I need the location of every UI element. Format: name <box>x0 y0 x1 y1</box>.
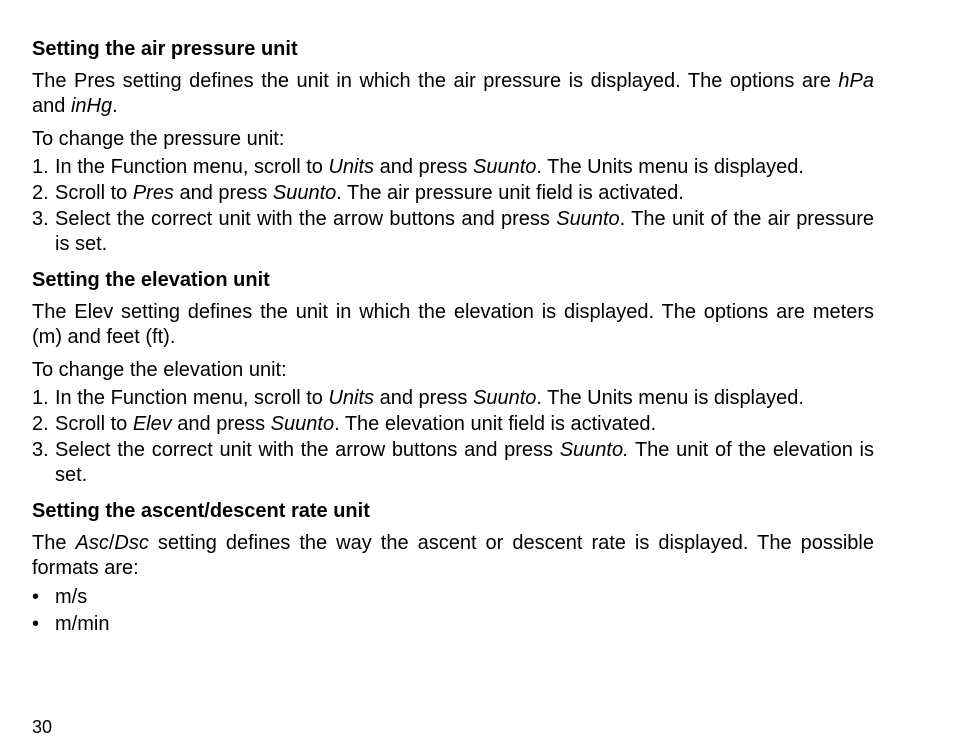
step-item: 1. In the Function menu, scroll to Units and press Suunto. The Units menu is displayed. <box>32 387 804 409</box>
step-item: 3. Select the correct unit with the arrow buttons and press Suunto. The unit of the elevation is set. <box>32 439 874 486</box>
step-item: 2. Scroll to Elev and press Suunto. The elevation unit field is activated. <box>32 413 657 435</box>
ascent-descent-intro: The Asc/Dsc setting defines the way the ascent or descent rate is displayed. The possible formats are: <box>32 532 874 579</box>
list-item: • m/min <box>32 611 874 638</box>
page-number: 30 <box>32 717 53 737</box>
bullet-icon: • <box>32 586 40 608</box>
air-pressure-intro: The Pres setting defines the unit in which the air pressure is displayed. The options are hPa and inHg. <box>32 70 874 117</box>
section-heading-air-pressure: Setting the air pressure unit <box>32 38 298 60</box>
rate-format-list <box>32 584 874 638</box>
step-item: 3. Select the correct unit with the arrow buttons and press Suunto. The unit of the air pressure is set. <box>32 208 874 255</box>
section-heading-ascent-descent: Setting the ascent/descent rate unit <box>32 500 370 522</box>
bullet-icon: • <box>32 613 40 635</box>
elevation-steps <box>32 386 874 488</box>
elevation-lead: To change the elevation unit: <box>32 359 287 381</box>
step-item: 2. Scroll to Pres and press Suunto. The air pressure unit field is activated. <box>32 182 684 204</box>
air-pressure-steps <box>32 155 874 257</box>
elevation-intro: The Elev setting defines the unit in which the elevation is displayed. The options are meters (m) and feet (ft). <box>32 301 874 348</box>
section-heading-elevation: Setting the elevation unit <box>32 269 270 291</box>
step-item: 1. In the Function menu, scroll to Units and press Suunto. The Units menu is displayed. <box>32 156 804 178</box>
air-pressure-lead: To change the pressure unit: <box>32 128 285 150</box>
document-page <box>32 36 874 638</box>
list-item: • m/s <box>32 584 874 611</box>
